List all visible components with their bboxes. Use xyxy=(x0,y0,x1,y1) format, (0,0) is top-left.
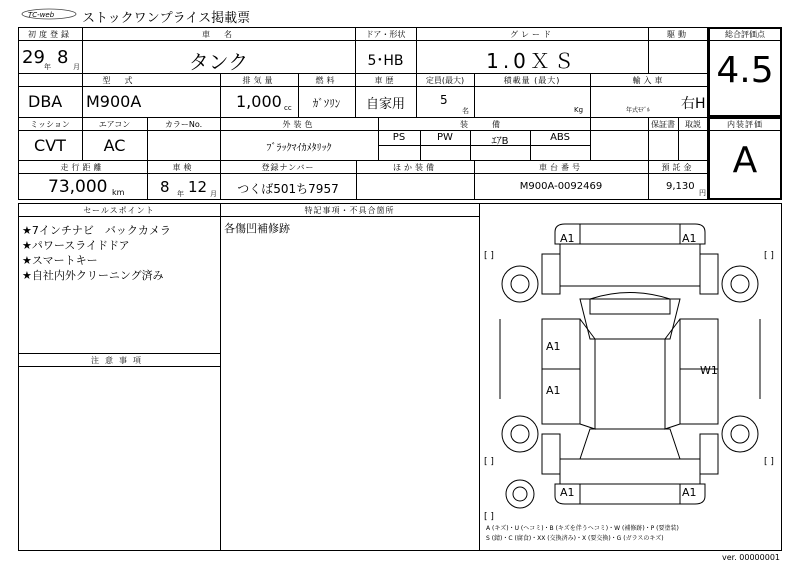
damage-mark: A1 xyxy=(560,486,575,499)
load-label: 積載量 (最大) xyxy=(503,76,561,85)
plate-label: 登録ナンバー xyxy=(261,163,315,172)
damage-mark: A1 xyxy=(682,232,697,245)
car-name-value: タンク xyxy=(188,50,249,74)
sales-point-item: ★パワースライドドア xyxy=(22,239,130,252)
equipment-item: PS xyxy=(392,132,406,143)
sales-point-item: ★7インチナビ バックカメラ xyxy=(22,224,171,237)
mission-value: CVT xyxy=(34,136,66,155)
model-prefix: DBA xyxy=(28,92,63,111)
damage-legend-line-2: S (錆)・C (腐食)・XX (交換済み)・X (要交換)・G (ガラスのキズ) xyxy=(486,535,664,542)
special-notes-text: 各傷凹補修跡 xyxy=(224,222,290,235)
caution-label: 注意事項 xyxy=(91,356,147,365)
damage-mark: A1 xyxy=(682,486,697,499)
grade-label: グレード xyxy=(510,30,554,39)
mission-label: ミッション xyxy=(30,120,70,129)
first-reg-year-unit: 年 xyxy=(44,63,51,71)
plate-value: つくば501ち7957 xyxy=(237,182,339,196)
mileage-label: 走行距離 xyxy=(60,163,105,172)
sales-point-item: ★自社内外クリーニング済み xyxy=(22,269,164,282)
model-value: M900A xyxy=(86,92,142,111)
exterior-color-value: ﾌﾞﾗｯｸﾏｲｶﾒﾀﾘｯｸ xyxy=(266,143,332,154)
interior-score-value: A xyxy=(732,140,758,181)
damage-legend-line-1: A (キズ)・U (ヘコミ)・B (キズを伴うヘコミ)・W (補修跡)・P (要塗装) xyxy=(486,525,679,532)
import-year-label: 年式ﾓﾃﾞﾙ xyxy=(626,107,651,114)
deposit-value: 9,130 xyxy=(666,181,695,192)
logo-swoosh-icon xyxy=(20,7,78,21)
version-label: ver. 00000001 xyxy=(721,553,780,562)
capacity-unit: 名 xyxy=(462,107,469,115)
color-no-label: カラーNo. xyxy=(164,120,203,129)
inspection-month-unit: 月 xyxy=(210,190,217,198)
bracket-mark: [ ] xyxy=(764,457,774,467)
fuel-value: ｶﾞｿﾘﾝ xyxy=(312,97,341,110)
warranty-label: 保証書 xyxy=(651,120,675,129)
steering-value: 右H xyxy=(681,96,706,112)
door-shape-value: 5･HB xyxy=(367,53,404,69)
aircon-label: エアコン xyxy=(98,120,131,129)
inspection-year-unit: 年 xyxy=(177,190,184,198)
special-notes-label: 特記事項・不具合箇所 xyxy=(304,206,395,215)
mileage-unit: km xyxy=(112,188,125,197)
car-name-label: 車 名 xyxy=(202,30,235,39)
aircon-value: AC xyxy=(103,136,126,155)
bracket-mark: [ ] xyxy=(484,457,494,467)
capacity-value: 5 xyxy=(440,93,448,107)
damage-mark: A1 xyxy=(546,340,561,353)
exterior-color-label: 外装色 xyxy=(282,120,316,129)
inspection-year: 8 xyxy=(160,178,170,196)
manual-label: 取説 xyxy=(685,120,701,129)
load-unit: Kg xyxy=(574,106,584,114)
fuel-label: 燃料 xyxy=(315,76,338,85)
deposit-label: 預託金 xyxy=(661,163,695,172)
sales-point-item: ★スマートキー xyxy=(22,254,98,267)
first-reg-month-unit: 月 xyxy=(73,63,80,71)
history-label: 車歴 xyxy=(374,76,397,85)
displacement-label: 排気量 xyxy=(242,76,276,85)
interior-score-label: 内装評価 xyxy=(727,120,763,129)
car-damage-diagram xyxy=(480,204,781,550)
sales-points-label: セールスポイント xyxy=(83,206,155,215)
history-value: 自家用 xyxy=(365,97,405,112)
damage-mark: A1 xyxy=(546,384,561,397)
door-shape-label: ドア・形状 xyxy=(365,30,406,39)
bracket-mark: [ ] xyxy=(764,251,774,261)
logo-text: TC-web xyxy=(28,11,55,19)
damage-mark: A1 xyxy=(560,232,575,245)
first-reg-year: 29 xyxy=(22,47,45,68)
mileage-value: 73,000 xyxy=(48,177,108,197)
equipment-item: ｴｱB xyxy=(491,136,509,147)
equipment-item: ABS xyxy=(550,132,570,143)
inspection-label: 車検 xyxy=(172,163,195,172)
logo xyxy=(20,6,78,20)
chassis-value: M900A-0092469 xyxy=(519,181,603,192)
displacement-value: 1,000 xyxy=(236,92,282,111)
first-reg-label: 初度登録 xyxy=(28,30,72,39)
equipment-label: 装 備 xyxy=(460,120,508,129)
capacity-label: 定員(最大) xyxy=(425,76,465,85)
import-label: 輸入車 xyxy=(632,76,666,85)
grade-value: 1.0ＸＳ xyxy=(486,49,578,73)
drive-label: 駆動 xyxy=(667,30,689,39)
deposit-unit: 円 xyxy=(699,189,706,197)
equipment-item: PW xyxy=(437,132,453,143)
damage-mark: W1 xyxy=(700,364,718,377)
bracket-mark: [ ] xyxy=(484,512,494,522)
total-score-label: 総合評価点 xyxy=(725,30,765,39)
page-title: ストックワンプライス掲載票 xyxy=(82,11,251,26)
chassis-label: 車台番号 xyxy=(539,163,583,172)
inspection-month: 12 xyxy=(188,178,208,196)
other-equipment-label: ほか装備 xyxy=(393,163,437,172)
model-label: 型 式 xyxy=(102,76,136,85)
bracket-mark: [ ] xyxy=(484,251,494,261)
first-reg-month: 8 xyxy=(57,47,69,68)
displacement-unit: cc xyxy=(284,104,292,112)
total-score-value: 4.5 xyxy=(716,50,774,91)
